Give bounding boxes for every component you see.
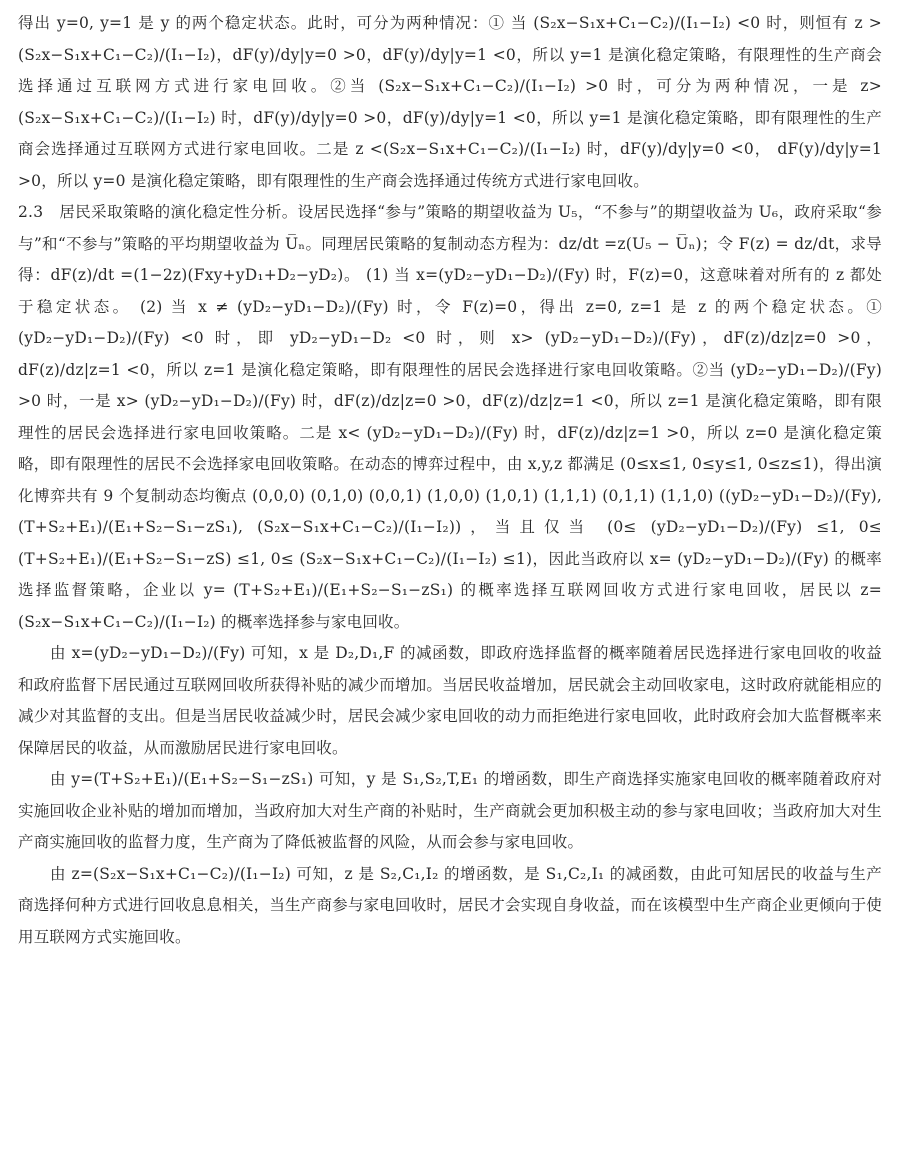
- paragraph-analysis-y: 由 y=(T+S₂+E₁)/(E₁+S₂−S₁−zS₁) 可知，y 是 S₁,S₂,T,E₁ 的增函数，即生产商选择实施家电回收的概率随着政府对实施回收企业补贴的增加而增加，当政府加大对生产商的补贴时，生产商就会更加积极主动的参与家电回收；当政府加大对生产商实施回收的监督力度，生产商为了降低被监督的风险，从而会参与家电回收。: [18, 770, 882, 851]
- paragraph-analysis-z: 由 z=(S₂x−S₁x+C₁−C₂)/(I₁−I₂) 可知，z 是 S₂,C₁,I₂ 的增函数，是 S₁,C₂,I₁ 的减函数，由此可知居民的收益与生产商选择何种方式进行回收息息相关，当生产商参与家电回收时，居民才会实现自身收益，而在该模型中生产商企业更倾向于使用互联网方式实施回收。: [18, 864, 882, 946]
- paragraph-section-2-3: 2.3 居民采取策略的演化稳定性分析。设居民选择“参与”策略的期望收益为 U₅，“不参与”的期望收益为 U₆，政府采取“参与”和“不参与”策略的平均期望收益为 U̅ₙ。同理居民策略的复制动态方程为：dz/dt =z(U₅ − U̅ₙ)；令 F(z) = dz/dt，求导得：dF(z)/dt =(1−2z)(Fxy+yD₁+D₂−yD₂)。 (1) 当 x=(yD₂−yD₁−D₂)/(Fy) 时，F(z)=0，这意味着对所有的 z 都处于稳定状态。 (2) 当 x ≠ (yD₂−yD₁−D₂)/(Fy) 时，令 F(z)=0，得出 z=0, z=1 是 z 的两个稳定状态。① (yD₂−yD₁−D₂)/(Fy) <0 时，即 yD₂−yD₁−D₂ <0 时，则 x> (yD₂−yD₁−D₂)/(Fy)，dF(z)/dz|z=0 >0，dF(z)/dz|z=1 <0，所以 z=1 是演化稳定策略，即有限理性的居民会选择进行家电回收策略。②当 (yD₂−yD₁−D₂)/(Fy) >0 时，一是 x> (yD₂−yD₁−D₂)/(Fy) 时，dF(z)/dz|z=0 >0，dF(z)/dz|z=1 <0，所以 z=1 是演化稳定策略，即有限理性的居民会选择进行家电回收策略。二是 x< (yD₂−yD₁−D₂)/(Fy) 时，dF(z)/dz|z=1 >0，所以 z=0 是演化稳定策略，即有限理性的居民不会选择家电回收策略。在动态的博弈过程中，由 x,y,z 都满足 (0≤x≤1, 0≤y≤1, 0≤z≤1)，得出演化博弈共有 9 个复制动态均衡点 (0,0,0) (0,1,0) (0,0,1) (1,0,0) (1,0,1) (1,1,1) (0,1,1) (1,1,0) ((yD₂−yD₁−D₂)/(Fy), (T+S₂+E₁)/(E₁+S₂−S₁−zS₁), (S₂x−S₁x+C₁−C₂)/(I₁−I₂))，当且仅当 (0≤ (yD₂−yD₁−D₂)/(Fy) ≤1, 0≤ (T+S₂+E₁)/(E₁+S₂−S₁−zS) ≤1, 0≤ (S₂x−S₁x+C₁−C₂)/(I₁−I₂) ≤1)，因此当政府以 x= (yD₂−yD₁−D₂)/(Fy) 的概率选择监督策略，企业以 y= (T+S₂+E₁)/(E₁+S₂−S₁−zS₁) 的概率选择互联网回收方式进行家电回收，居民以 z= (S₂x−S₁x+C₁−C₂)/(I₁−I₂) 的概率选择参与家电回收。: [18, 203, 882, 631]
- paragraph-analysis-x: 由 x=(yD₂−yD₁−D₂)/(Fy) 可知，x 是 D₂,D₁,F 的减函数，即政府选择监督的概率随着居民选择进行家电回收的收益和政府监督下居民通过互联网回收所获得补贴的减少而增加。当居民收益增加，居民就会主动回收家电，这时政府就能相应的减少对其监督的支出。但是当居民收益减少时，居民会减少家电回收的动力而拒绝进行家电回收，此时政府会加大监督概率来保障居民的收益，从而激励居民进行家电回收。: [18, 644, 882, 757]
- paragraph-producer-analysis: 得出 y=0, y=1 是 y 的两个稳定状态。此时，可分为两种情况：① 当 (S₂x−S₁x+C₁−C₂)/(I₁−I₂) <0 时，则恒有 z >(S₂x−S₁x+C₁−C₂)/(I₁−I₂)，dF(y)/dy|y=0 >0，dF(y)/dy|y=1 <0，所以 y=1 是演化稳定策略，有限理性的生产商会选择通过互联网方式进行家电回收。②当 (S₂x−S₁x+C₁−C₂)/(I₁−I₂) >0 时，可分为两种情况，一是 z> (S₂x−S₁x+C₁−C₂)/(I₁−I₂) 时，dF(y)/dy|y=0 >0，dF(y)/dy|y=1 <0，所以 y=1 是演化稳定策略，即有限理性的生产商会选择通过互联网方式进行家电回收。二是 z <(S₂x−S₁x+C₁−C₂)/(I₁−I₂) 时，dF(y)/dy|y=0 <0， dF(y)/dy|y=1 >0，所以 y=0 是演化稳定策略，即有限理性的生产商会选择通过传统方式进行家电回收。: [18, 14, 882, 190]
